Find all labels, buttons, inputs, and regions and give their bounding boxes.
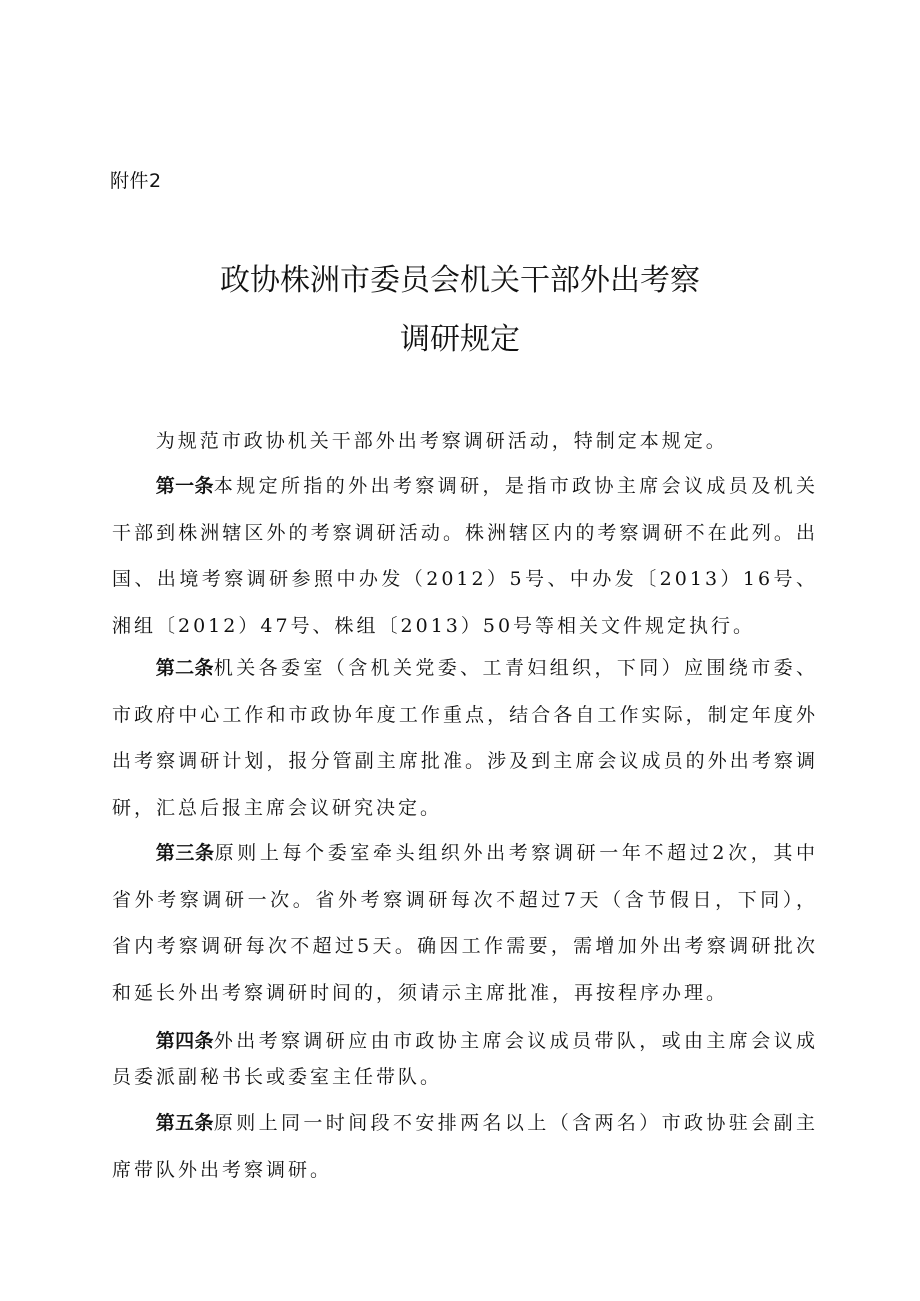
article-3	[112, 830, 818, 1016]
article-2-text: 机关各委室（含机关党委、工青妇组织，下同）应围绕市委、市政府中心工作和市政协年度工作重点，结合各自工作实际，制定年度外出考察调研计划，报分管副主席批准。涉及到主席会议成员的外出考察调研，汇总后报主席会议研究决定。	[112, 657, 818, 819]
attachment-label: 附件2	[110, 170, 162, 192]
document-title-line-2: 调研规定	[400, 322, 520, 357]
document-title-line-1: 政协株洲市委员会机关干部外出考察	[220, 263, 700, 298]
article-5-label: 第五条	[155, 1112, 214, 1134]
article-1-text: 本规定所指的外出考察调研，是指市政协主席会议成员及机关干部到株洲辖区外的考察调研活动。株洲辖区内的考察调研不在此列。出国、出境考察调研参照中办发（2012）5号、中办发〔2013）16号、湘组〔2012）47号、株组〔2013）50号等相关文件规定执行。	[112, 475, 818, 637]
article-5	[112, 1100, 818, 1193]
article-2-label: 第二条	[155, 657, 214, 679]
intro-paragraph: 为规范市政协机关干部外出考察调研活动，特制定本规定。	[155, 430, 728, 452]
article-1	[112, 463, 818, 649]
article-4-text: 外出考察调研应由市政协主席会议成员带队，或由主席会议成员委派副秘书长或委室主任带队。	[112, 1030, 818, 1088]
article-4-label: 第四条	[155, 1030, 214, 1052]
article-2	[112, 645, 818, 831]
article-3-label: 第三条	[155, 842, 215, 864]
article-5-text: 原则上同一时间段不安排两名以上（含两名）市政协驻会副主席带队外出考察调研。	[112, 1112, 818, 1181]
article-3-text: 原则上每个委室牵头组织外出考察调研一年不超过2次，其中省外考察调研一次。省外考察调研每次不超过7天（含节假日，下同），省内考察调研每次不超过5天。确因工作需要，需增加外出考察调研批次和延长外出考察调研时间的，须请示主席批准，再按程序办理。	[112, 842, 818, 1004]
article-1-label: 第一条	[155, 475, 214, 497]
article-4	[112, 1023, 818, 1095]
